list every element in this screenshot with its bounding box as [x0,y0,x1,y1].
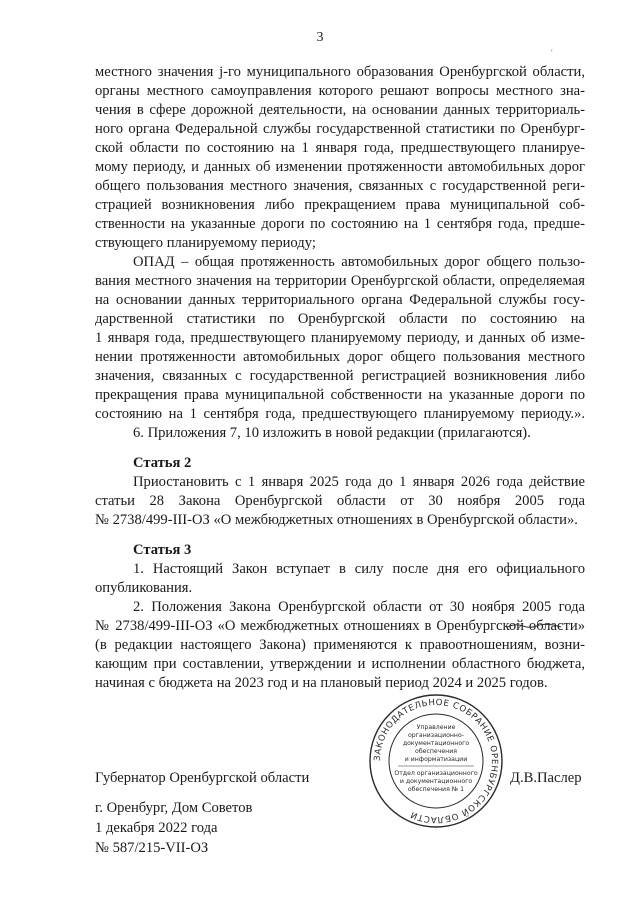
text-line: опубликования. [95,580,193,596]
text-line: ственности на указанные дороги по состоянию на 1 сентября года, предше- [95,216,585,232]
stamp-outer-text: ЗАКОНОДАТЕЛЬНОЕ СОБРАНИЕ ОРЕНБУРГСКОЙ ОБЛАСТИ [372,697,500,825]
text-line: нении протяженности автомобильных дорог общего пользования местного [95,349,585,365]
stamp-inner-line: обеспечения [415,748,457,755]
text-line: (в редакции настоящего Закона) применяются к правоотношениям, возни- [95,637,585,653]
page-number: 3 [316,30,324,45]
corner-mark: ' [551,48,553,58]
stamp-inner-line: организационно- [407,732,465,739]
text-line: вания местного значения на территории Оренбургской области, определяемая [95,273,585,289]
text-line: местного значения j-го муниципального образования Оренбургской области, [95,64,585,80]
text-line: 6. Приложения 7, 10 изложить в новой редакции (прилагаются). [133,425,531,441]
text-line: чения в сфере дорожной деятельности, на основании данных территориаль- [95,102,585,118]
text-line: кающим при составлении, утверждении и исполнении областного бюджета, [95,656,585,672]
text-line: общего пользования местного значения, связанных с государственной реги- [95,178,585,194]
governor-title: Губернатор Оренбургской области [95,770,310,786]
text-line: мому периоду, и данных об изменении протяженности автомобильных дорог [95,159,585,175]
text-line: на основании данных территориального органа Федеральной службы госу- [95,292,585,308]
article-2-heading: Статья 2 [133,455,192,471]
text-line: Приостановить с 1 января 2025 года до 1 января 2026 года действие [133,474,585,490]
text-line: органы местного самоуправления которого решают вопросы местного зна- [95,83,585,99]
text-line: № 2738/499-III-ОЗ «О межбюджетных отношениях в Оренбургской области». [95,512,578,528]
text-line: значения, связанных с государственной регистрацией возникновения либо [95,368,585,384]
signing-date: 1 декабря 2022 года [95,820,218,836]
official-stamp [368,693,504,829]
stamp-inner-line: Управление [416,724,456,731]
text-line: страцией возникновения либо прекращением права муниципальной соб- [95,197,585,213]
text-line: ствующего планируемому периоду; [95,235,316,251]
governor-name: Д.В.Паслер [510,770,582,786]
handwriting-scribble [505,617,565,631]
text-line: 2. Положения Закона Оренбургской области от 30 ноября 2005 года [133,599,585,615]
text-line: состоянию на 1 сентября года, предшествующего планируемому периоду.». [95,406,585,422]
text-line: 1. Настоящий Закон вступает в силу после дня его официального [133,561,585,577]
text-line: ОПАД – общая протяженность автомобильных дорог общего пользо- [133,254,585,270]
text-line: статьи 28 Закона Оренбургской области от 30 ноября 2005 года [95,493,585,509]
stamp-inner-line: документационного [402,740,470,747]
text-line: ного органа Федеральной службы государственной статистики по Оренбург- [95,121,585,137]
stamp-inner-line: и документационного [399,778,473,785]
stamp-inner-line: и информатизации [404,756,468,763]
signing-place: г. Оренбург, Дом Советов [95,800,253,816]
article-3-heading: Статья 3 [133,542,192,558]
text-line: № 2738/499-III-ОЗ «О межбюджетных отношениях в Оренбургской области» [95,618,585,634]
text-line: 1 января года, предшествующего планируемому периоду, и данных об изме- [95,330,585,346]
text-line: начиная с бюджета на 2023 год и на плановый период 2024 и 2025 годов. [95,675,548,691]
stamp-inner-line: Отдел организационного [394,770,478,777]
stamp-inner-line: обеспечения № 1 [407,786,465,793]
text-line: дарственной статистики по Оренбургской области по состоянию на [95,311,585,327]
law-number: № 587/215-VII-ОЗ [95,840,209,856]
text-line: прекращения права муниципальной собственности на указанные дороги по [95,387,585,403]
text-line: ской области по состоянию на 1 января года, предшествующего планируе- [95,140,585,156]
